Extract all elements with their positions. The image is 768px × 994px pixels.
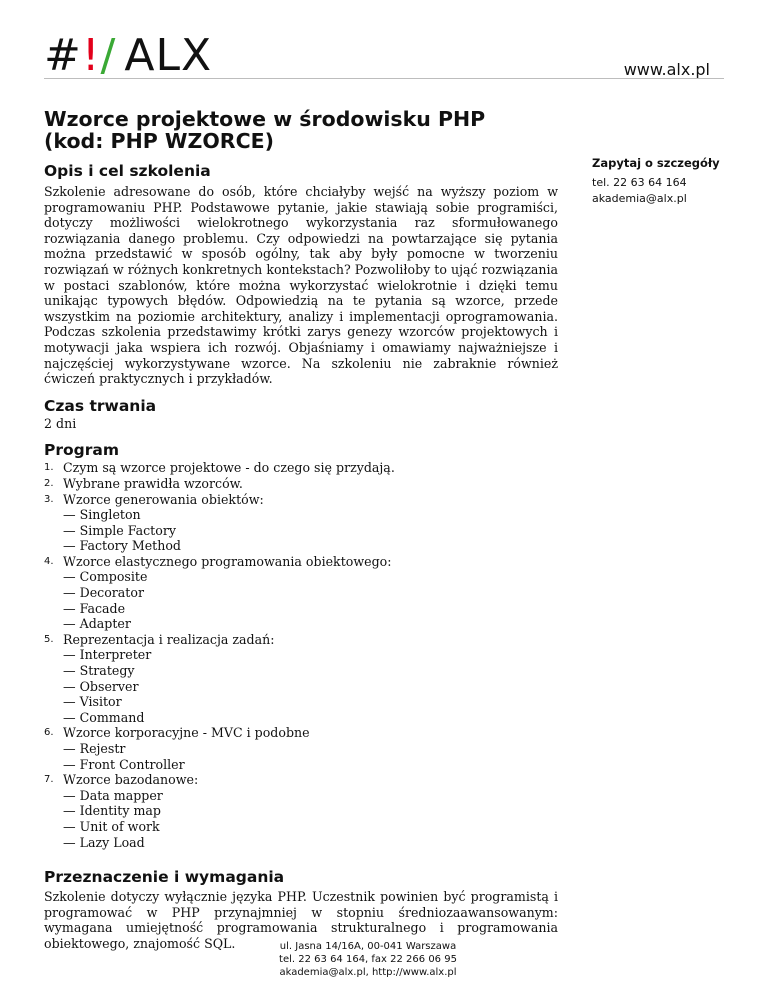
duration-text: 2 dni: [44, 415, 77, 431]
program-item: 4. Wzorce elastycznego programowania obiektowego: — Composite — Decorator — Facade — Adapter: [44, 554, 558, 632]
program-subitem: — Data mapper: [63, 787, 163, 803]
program-item: 5. Reprezentacja i realizacja zadań: — Interpreter — Strategy — Observer — Visitor — Command: [44, 632, 558, 726]
footer-address: [0, 940, 768, 979]
contact-email[interactable]: akademia@alx.pl: [592, 192, 687, 205]
program-subitem: — Factory Method: [63, 538, 181, 554]
program-item: 7. Wzorce bazodanowe: — Data mapper — Identity map — Unit of work — Lazy Load: [44, 772, 558, 850]
requirements-text: Szkolenie dotyczy wyłącznie języka PHP. Uczestnik powinien być programistą i programować w PHP przynajmniej w stopniu średniozaawansowanym: wymagana umiejętność programowania strukturalnego i programowania obiektowego, znajomość SQL.: [44, 889, 558, 951]
program-subitem: — Front Controller: [63, 756, 185, 772]
program-subitem: — Visitor: [63, 694, 122, 710]
main-content: [44, 108, 558, 952]
program-item: 2. Wybrane prawidła wzorców.: [44, 475, 243, 491]
program-subitem: — Simple Factory: [63, 522, 176, 538]
program-subitem: — Decorator: [63, 585, 144, 601]
logo-slash: /: [100, 30, 117, 81]
footer-line-links: akademia@alx.pl, http://www.alx.pl: [279, 967, 457, 978]
site-url-link[interactable]: www.alx.pl: [623, 60, 710, 79]
program-list: [44, 460, 558, 850]
description-text: Szkolenie adresowane do osób, które chciałyby wejść na wyższy poziom w programowaniu PHP. Podstawowe pytanie, jakie stawiają sobie programiści, dotyczy możliwości wielokrotnego wykorzystania raz sformułowanego rozwiązania danego problemu. Czy odpowiedzi na powtarzające się pytania można przedstawić w sposób ogólny, tak aby były pomocne w tworzeniu rozwiązań w różnych konkretnych kontekstach? Pozwoliłoby to ująć rozwiązania w postaci szablonów, które można wykorzystać wielokrotnie i dzięki temu unikając typowych błędów. Odpowiedzią na te pytania są wzorce, przede wszystkim na poziomie architektury, analizy i implementacji oprogramowania. Podczas szkolenia przedstawimy krótki zarys genezy wzorców projektowych i motywacji jaka wspiera ich rozwój. Objaśniamy i omawiamy najważniejsze i najczęściej wykorzystywane wzorce. Na szkoleniu nie zabraknie również ćwiczeń praktycznych i przykładów.: [44, 184, 558, 387]
logo-hash: #: [44, 30, 82, 81]
section-heading-requirements: Przeznaczenie i wymagania: [44, 868, 285, 887]
contact-heading: Zapytaj o szczegóły: [592, 156, 720, 170]
course-title-line1: Wzorce projektowe w środowisku PHP: [44, 107, 486, 131]
contact-phone: tel. 22 63 64 164: [592, 176, 687, 189]
program-subitem: — Lazy Load: [63, 834, 145, 850]
logo-name: ALX: [124, 30, 213, 81]
logo-bang: !: [81, 30, 101, 81]
program-subitem: — Facade: [63, 600, 126, 616]
header-divider: [44, 78, 724, 79]
program-subitem: — Unit of work: [63, 818, 160, 834]
contact-box: [592, 156, 742, 207]
program-item: 3. Wzorce generowania obiektów: — Singleton — Simple Factory — Factory Method: [44, 492, 558, 554]
program-subitem: — Composite: [63, 569, 148, 585]
program-subitem: — Interpreter: [63, 647, 152, 663]
program-subitem: — Strategy: [63, 663, 135, 679]
program-subitem: — Rejestr: [63, 741, 126, 756]
program-subitem: — Singleton: [63, 507, 141, 523]
course-title: [44, 108, 558, 152]
program-subitem: — Observer: [63, 678, 139, 694]
program-subitem: — Identity map: [63, 803, 161, 819]
section-heading-program: Program: [44, 441, 120, 460]
program-subitem: — Command: [63, 709, 145, 725]
logo[interactable]: [44, 30, 213, 81]
program-item: 1. Czym są wzorce projektowe - do czego się przydają.: [44, 460, 395, 476]
section-heading-duration: Czas trwania: [44, 396, 157, 415]
section-heading-description: Opis i cel szkolenia: [44, 162, 211, 180]
footer-line-phone: tel. 22 63 64 164, fax 22 266 06 95: [279, 954, 457, 965]
program-item: 6. Wzorce korporacyjne - MVC i podobne — Rejestr — Front Controller: [44, 725, 558, 772]
program-subitem: — Adapter: [63, 616, 131, 632]
footer-line-address: ul. Jasna 14/16A, 00-041 Warszawa: [279, 941, 457, 952]
course-title-line2: (kod: PHP WZORCE): [44, 129, 274, 153]
